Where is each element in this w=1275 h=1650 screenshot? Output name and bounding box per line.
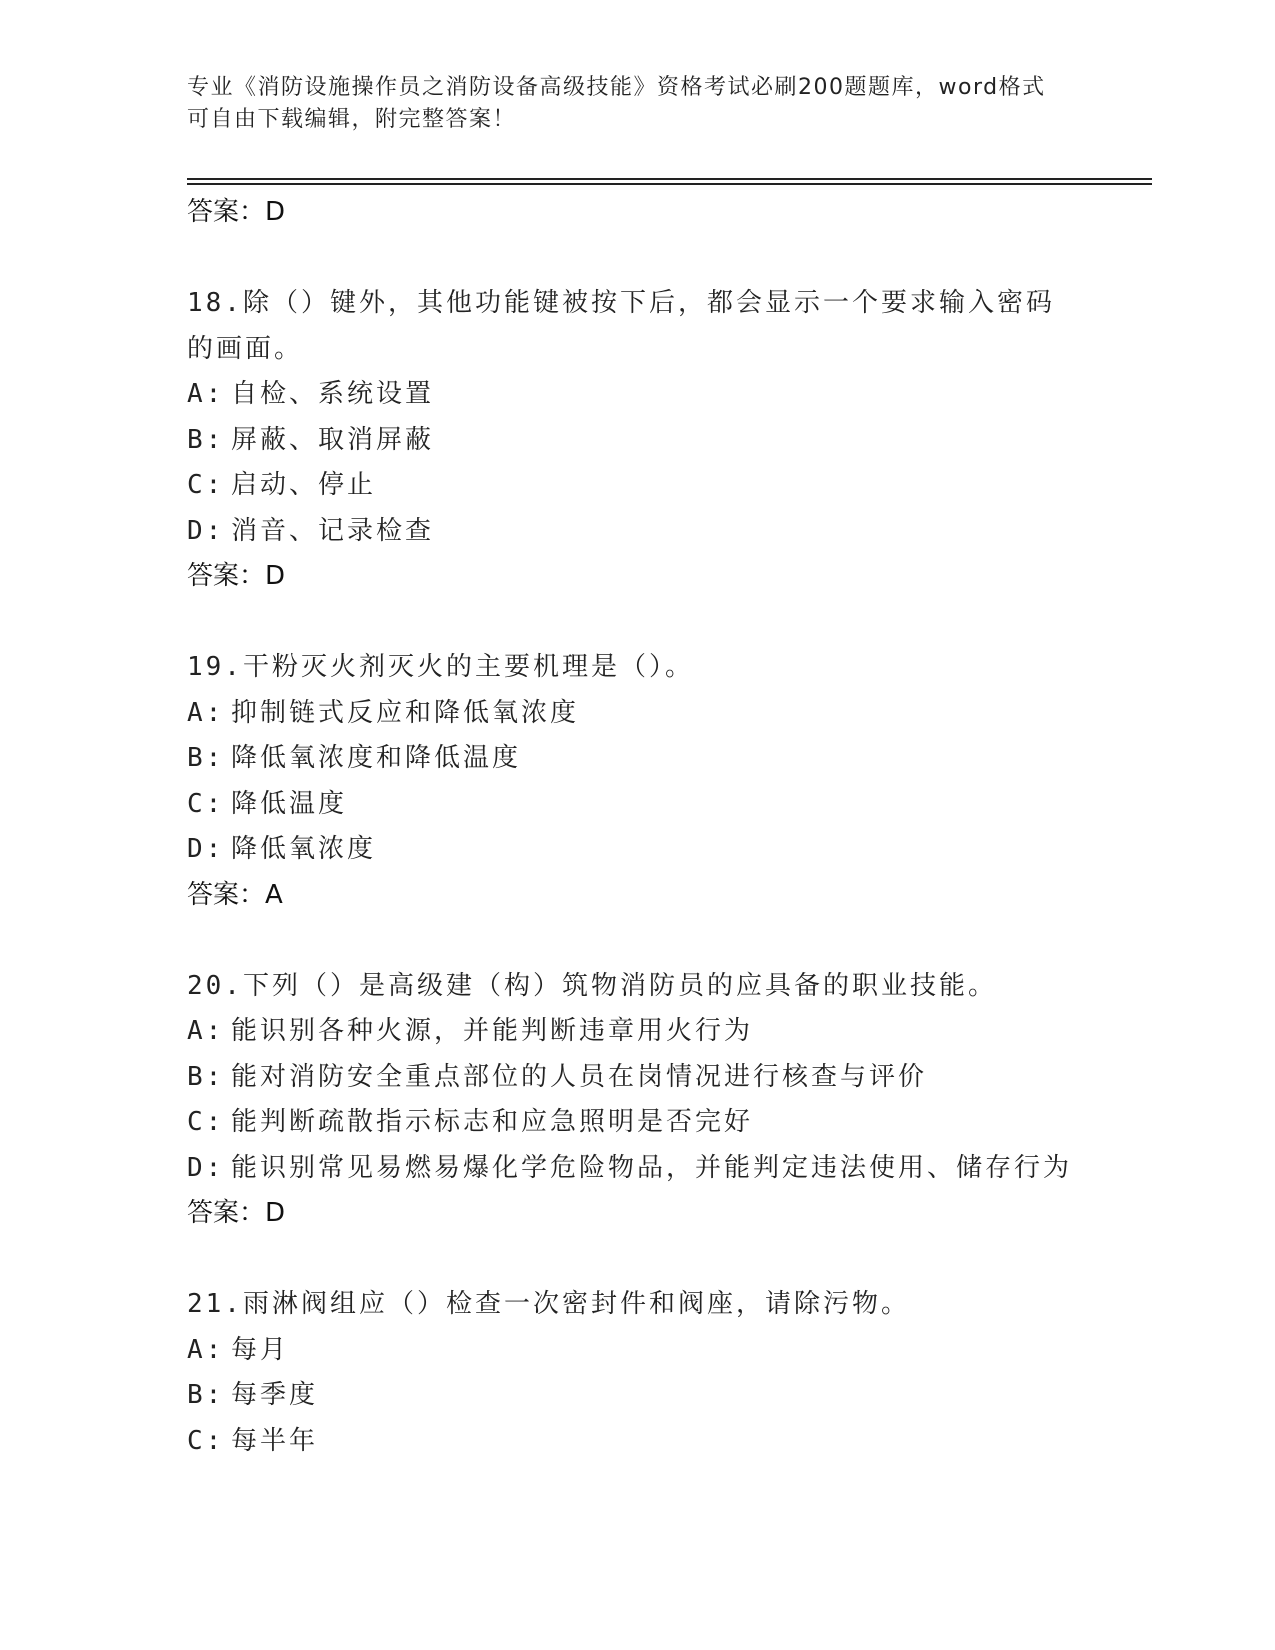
option-key: A: — [187, 379, 225, 409]
option-d — [187, 509, 1152, 555]
option-text: 能判断疏散指示标志和应急照明是否完好 — [231, 1107, 754, 1137]
option-d — [187, 827, 1152, 873]
option-d — [187, 1146, 1152, 1192]
option-key: D: — [187, 515, 225, 546]
option-key: C: — [187, 470, 225, 500]
option-text: 降低氧浓度和降低温度 — [231, 743, 522, 773]
question-20 — [187, 964, 1152, 1237]
option-key: B: — [187, 743, 225, 773]
option-text: 能对消防安全重点部位的人员在岗情况进行核查与评价 — [231, 1061, 928, 1092]
option-key: A: — [187, 1334, 225, 1365]
option-text: 降低氧浓度 — [231, 834, 377, 864]
option-c — [187, 1419, 1152, 1465]
option-c — [187, 782, 1152, 828]
question-stem: 20.下列（）是高级建（构）筑物消防员的应具备的职业技能。 — [187, 970, 997, 1001]
option-text: 能识别各种火源，并能判断违章用火行为 — [231, 1016, 754, 1046]
option-text: 能识别常见易燃易爆化学危险物品，并能判定违法使用、储存行为 — [231, 1152, 1073, 1183]
option-b — [187, 1055, 1152, 1101]
question-stem: 18.除（）键外，其他功能键被按下后，都会显示一个要求输入密码的画面。 — [187, 288, 1055, 364]
question-list — [187, 190, 1152, 1464]
option-text: 每半年 — [231, 1425, 319, 1456]
option-c — [187, 463, 1152, 509]
answer-line: 答案：A — [187, 879, 283, 910]
question-21 — [187, 1282, 1152, 1464]
option-a — [187, 691, 1152, 737]
answer-line: 答案：D — [187, 197, 286, 227]
option-a — [187, 372, 1152, 418]
option-text: 消音、记录检查 — [231, 515, 435, 546]
header-divider-top — [187, 178, 1152, 180]
answer-line: 答案：D — [187, 561, 286, 591]
option-key: B: — [187, 1380, 225, 1410]
option-key: D: — [187, 1152, 225, 1183]
question-stem: 19.干粉灭火剂灭火的主要机理是（）。 — [187, 652, 694, 682]
option-key: A: — [187, 1016, 225, 1046]
option-key: A: — [187, 697, 225, 728]
document-header: 专业《消防设施操作员之消防设备高级技能》资格考试必刷200题题库，word格式可自由下载编辑，附完整答案！ — [187, 75, 1046, 132]
option-key: C: — [187, 1107, 225, 1137]
question-19 — [187, 645, 1152, 918]
option-c — [187, 1100, 1152, 1146]
option-key: C: — [187, 788, 225, 819]
option-text: 每季度 — [231, 1380, 319, 1410]
question-stem: 21.雨淋阀组应（）检查一次密封件和阀座，请除污物。 — [187, 1289, 910, 1319]
answer-line: 答案：D — [187, 1198, 286, 1228]
option-text: 每月 — [231, 1334, 290, 1365]
header-divider-bottom — [187, 183, 1152, 185]
option-text: 屏蔽、取消屏蔽 — [231, 424, 435, 455]
option-text: 抑制链式反应和降低氧浓度 — [231, 697, 580, 728]
option-key: D: — [187, 834, 225, 864]
question-18 — [187, 281, 1152, 599]
option-key: B: — [187, 1061, 225, 1092]
option-a — [187, 1328, 1152, 1374]
option-b — [187, 736, 1152, 782]
option-key: C: — [187, 1425, 225, 1456]
option-text: 启动、停止 — [231, 470, 377, 500]
option-b — [187, 418, 1152, 464]
option-text: 降低温度 — [231, 788, 348, 819]
option-a — [187, 1009, 1152, 1055]
option-key: B: — [187, 424, 225, 455]
option-text: 自检、系统设置 — [231, 379, 435, 409]
option-b — [187, 1373, 1152, 1419]
